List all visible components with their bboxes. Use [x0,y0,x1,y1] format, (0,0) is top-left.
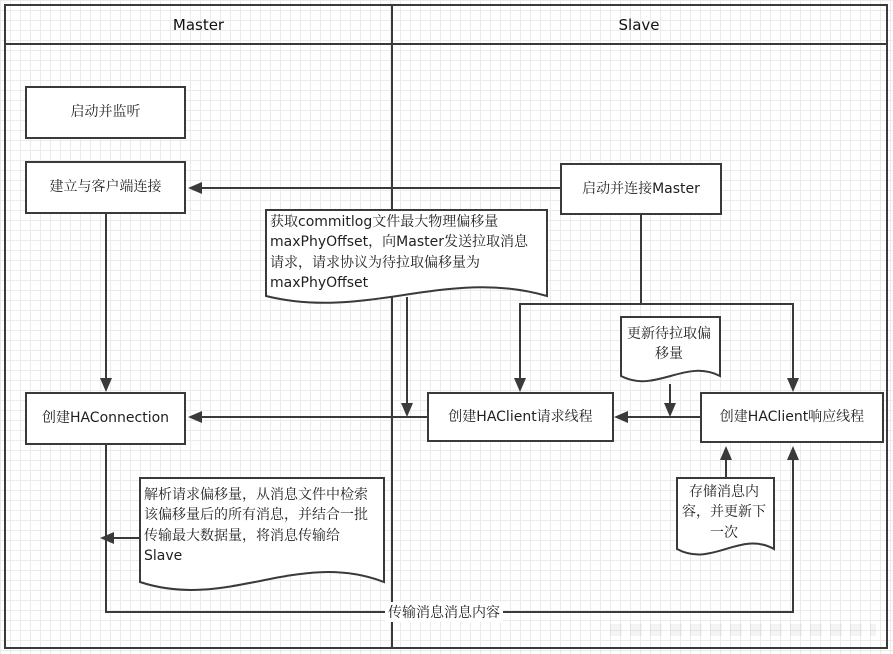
box-create-haclient-request-thread-label: 创建HAClient请求线程 [448,408,593,425]
arrowhead-into-haconnection-right [188,411,202,423]
lane-header-slave [391,6,887,45]
flow-line-connectmaster-down [640,215,642,305]
flow-line-haconnection-down [105,444,107,613]
lane-master-label: Master [172,15,225,34]
box-establish-client-connection-label: 建立与客户端连接 [49,179,162,196]
flow-line-branch-horizontal [519,303,794,305]
doc-parse-offset-transfer-note [139,477,385,601]
arrowhead-commitlog-note-onto-line [401,403,413,417]
flow-line-transfer-up-to-response [792,459,794,613]
lane-slave-label: Slave [618,15,660,34]
doc-commitlog-pull-request-note [265,209,548,311]
watermark [610,624,876,636]
arrowhead-into-response-thread-top [787,378,799,392]
arrowhead-update-note-onto-line [664,403,676,417]
arrowhead-into-request-thread-right [614,411,628,423]
box-create-haconnection-label: 创建HAConnection [41,410,170,427]
box-create-haclient-response-thread-label: 创建HAClient响应线程 [719,409,865,426]
doc-store-message-text: 存储消息内容，并更新下一次 [682,484,766,541]
doc-store-message-note [676,477,775,567]
box-start-and-connect-master-label: 启动并连接Master [582,180,700,197]
flow-line-commitlog-note-attach [406,297,408,403]
box-create-haconnection [25,392,186,445]
arrowhead-store-note-into-response-bottom [720,446,732,460]
lane-header-master [6,6,391,45]
flow-line-branch-to-response [792,303,794,379]
flow-line-store-note-attach [725,459,727,478]
arrowhead-parse-note-onto-line [100,532,114,544]
box-start-and-connect-master [560,163,722,215]
arrowhead-into-establish-connection [188,182,202,194]
doc-parse-offset-transfer-text: 解析请求偏移量，从消息文件中检索该偏移量后的所有消息，并结合一批传输最大数据量，将消息传输给Slave [144,487,368,564]
doc-commitlog-pull-request-text: 获取commitlog文件最大物理偏移量maxPhyOffset，向Master发送拉取消息请求，请求协议为待拉取偏移量为maxPhyOffset [270,214,528,291]
box-start-and-listen-label: 启动并监听 [70,104,141,121]
doc-update-pull-offset-text: 更新待拉取偏移量 [627,326,711,363]
arrowhead-transfer-into-response-bottom [787,446,799,460]
flow-line-branch-to-request [519,303,521,379]
box-establish-client-connection [25,161,186,214]
box-create-haclient-request-thread [427,392,614,442]
edge-label-transfer-message: 传输消息消息内容 [385,602,503,622]
doc-update-pull-offset-note [620,316,721,391]
arrowhead-into-haconnection-top [100,378,112,392]
flow-line-establish-to-haconnection [105,213,107,379]
box-start-and-listen [25,86,186,139]
flow-line-parse-note-attach [113,537,140,539]
lane-divider [391,6,393,647]
flow-line-request-to-haconnection [201,416,427,418]
box-create-haclient-response-thread [700,392,884,443]
flow-line-connect-to-establish [202,187,560,189]
arrowhead-into-request-thread-top [514,378,526,392]
